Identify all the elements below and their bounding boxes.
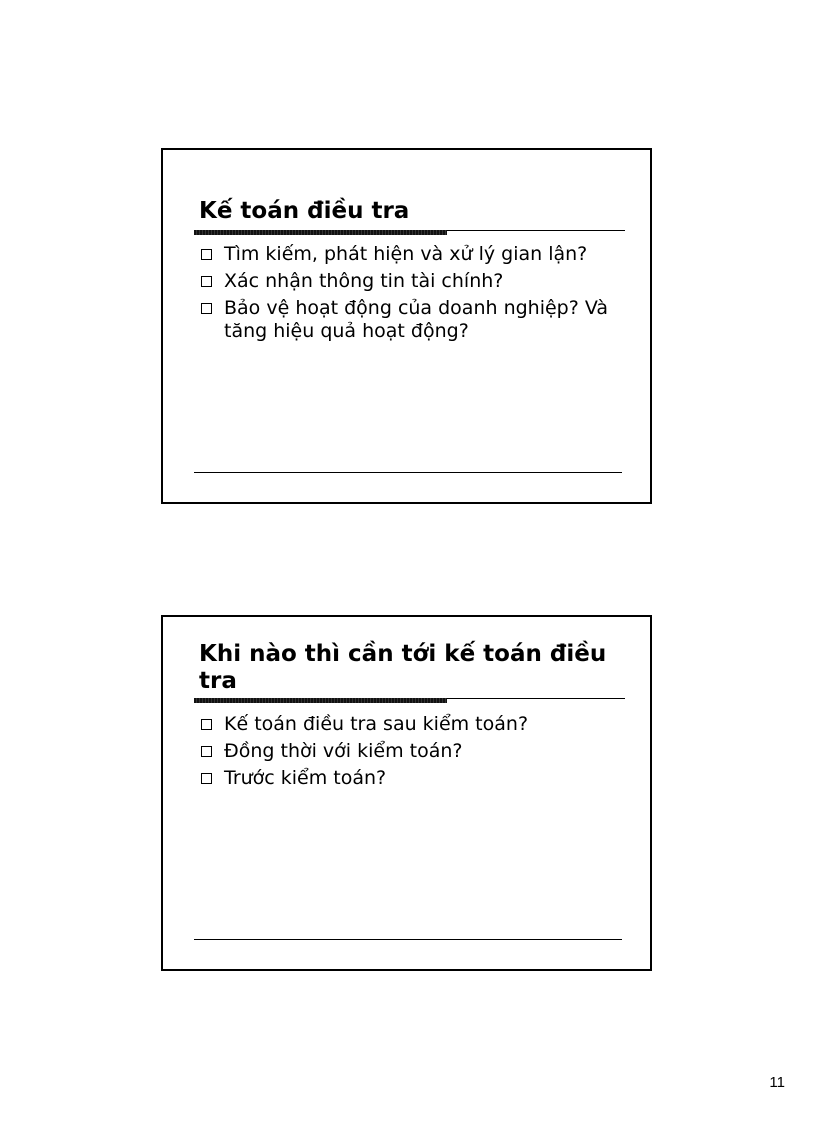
title-accent-bar: [194, 698, 447, 703]
bullet-item: [199, 243, 619, 266]
slide-2: [161, 615, 652, 971]
bullet-item: [199, 297, 619, 343]
bullet-item: [199, 740, 619, 763]
bullet-text: Tìm kiếm, phát hiện và xử lý gian lận?: [224, 243, 588, 265]
bullet-text: Trước kiểm toán?: [224, 767, 387, 789]
title-accent-bar: [194, 230, 447, 235]
page-number: 11: [769, 1074, 785, 1091]
bullet-text: Bảo vệ hoạt động của doanh nghiệp? Và tăng hiệu quả hoạt động?: [224, 297, 609, 342]
square-bullet-icon: [201, 276, 212, 287]
bullet-item: [199, 270, 619, 293]
square-bullet-icon: [201, 249, 212, 260]
slide-title: Kế toán điều tra: [199, 198, 410, 224]
bullet-text: Đồng thời với kiểm toán?: [224, 740, 463, 762]
bullet-list: [199, 713, 619, 794]
bullet-item: [199, 713, 619, 736]
bullet-text: Kế toán điều tra sau kiểm toán?: [224, 713, 529, 735]
square-bullet-icon: [201, 303, 212, 314]
bullet-list: [199, 243, 619, 347]
slide-title: Khi nào thì cần tới kế toán điều tra: [199, 641, 607, 694]
bullet-item: [199, 767, 619, 790]
footer-divider: [194, 939, 622, 940]
bullet-text: Xác nhận thông tin tài chính?: [224, 270, 504, 292]
footer-divider: [194, 472, 622, 473]
square-bullet-icon: [201, 746, 212, 757]
slide-1: [161, 148, 652, 504]
square-bullet-icon: [201, 773, 212, 784]
square-bullet-icon: [201, 719, 212, 730]
